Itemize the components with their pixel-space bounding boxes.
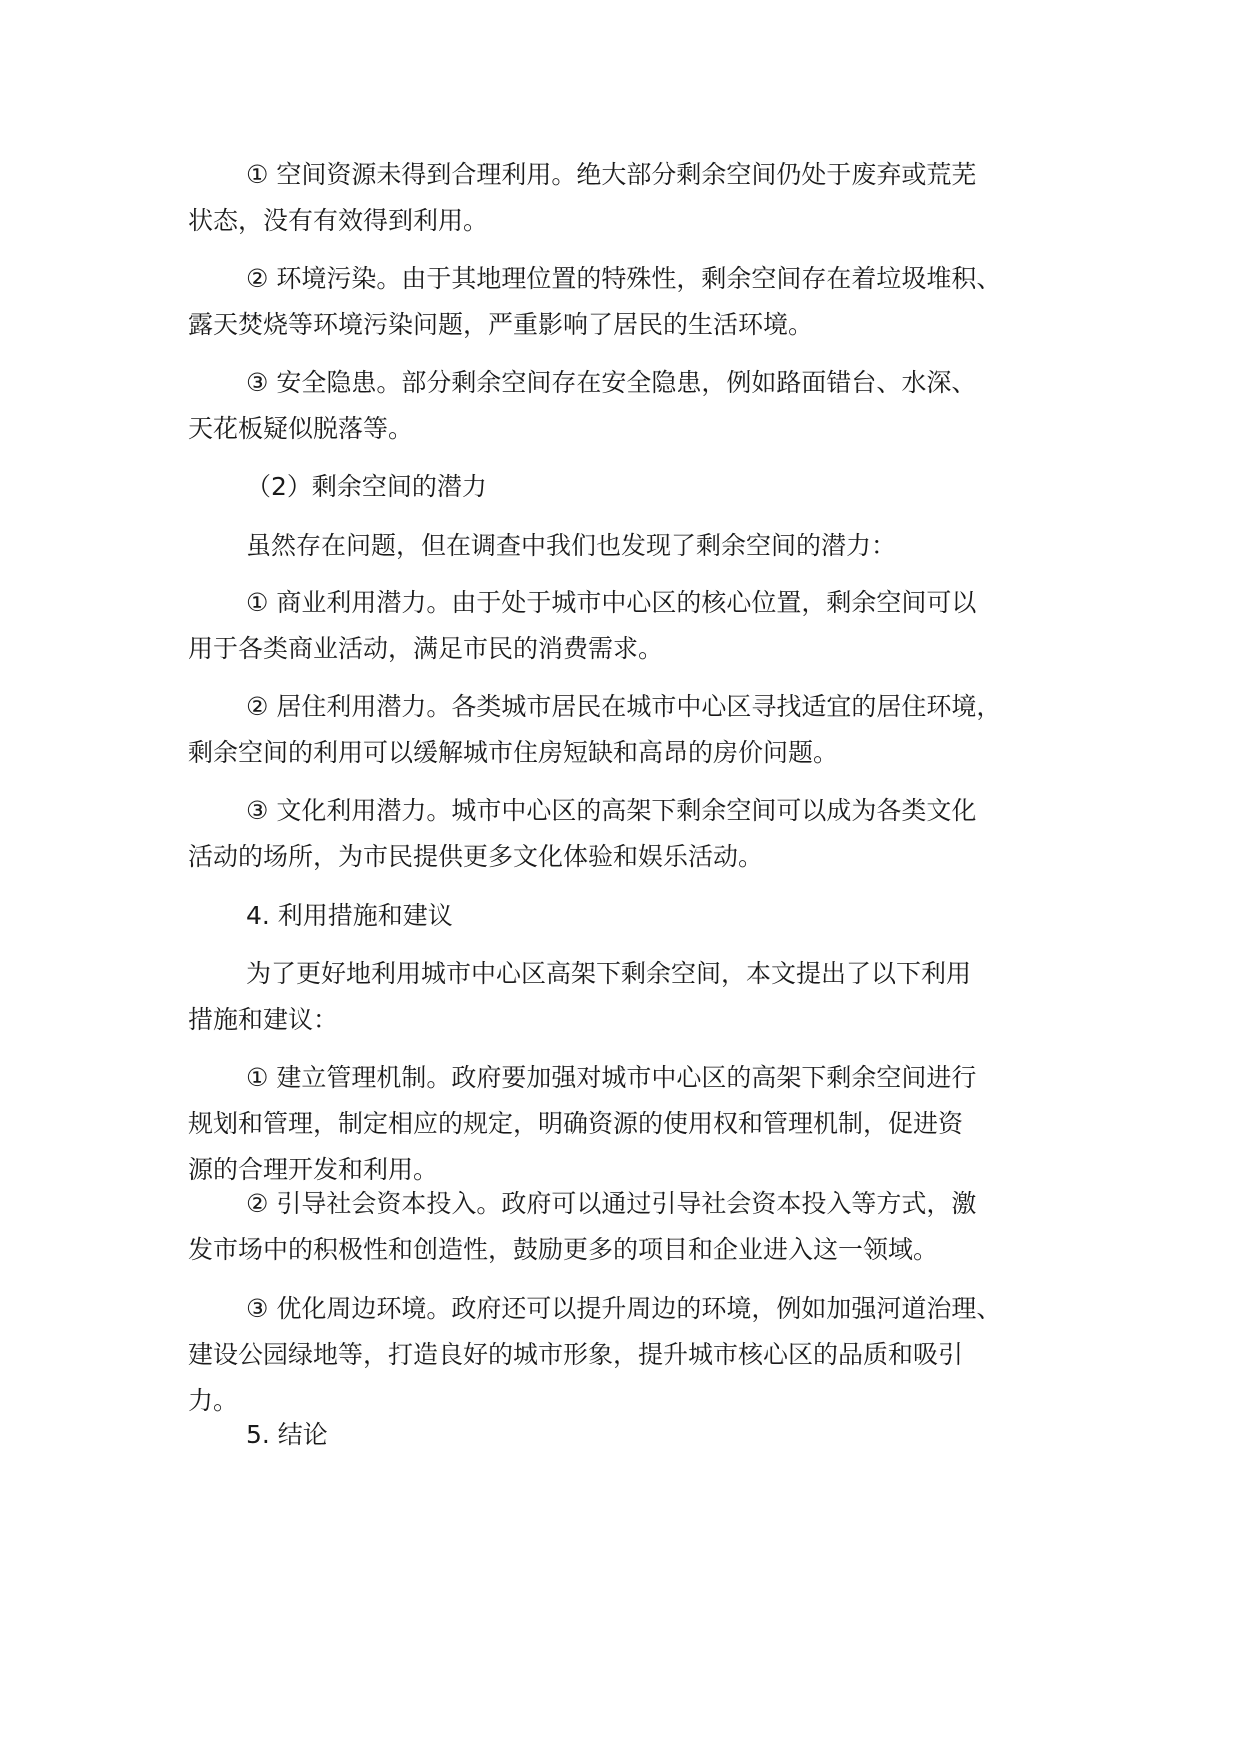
paragraph-line: 天花板疑似脱落等。 bbox=[188, 414, 414, 443]
paragraph-line: ① 空间资源未得到合理利用。绝大部分剩余空间仍处于废弃或荒芜 bbox=[246, 160, 977, 189]
paragraph-line: 状态，没有有效得到利用。 bbox=[188, 206, 489, 235]
paragraph-line: 力。 bbox=[188, 1386, 239, 1415]
paragraph-measure-2 bbox=[188, 1181, 1088, 1273]
paragraph-measures-intro bbox=[188, 951, 1088, 1043]
paragraph-line: （2）剩余空间的潜力 bbox=[246, 472, 487, 501]
paragraph-potential-1 bbox=[188, 580, 1088, 672]
section-heading-conclusion bbox=[188, 1412, 1088, 1458]
paragraph-line: 为了更好地利用城市中心区高架下剩余空间，本文提出了以下利用 bbox=[246, 959, 972, 988]
paragraph-problem-1 bbox=[188, 152, 1088, 244]
paragraph-line: ② 居住利用潜力。各类城市居民在城市中心区寻找适宜的居住环境， bbox=[246, 692, 1002, 721]
paragraph-line: 建设公园绿地等，打造良好的城市形象，提升城市核心区的品质和吸引 bbox=[188, 1340, 964, 1369]
paragraph-measure-1 bbox=[188, 1055, 1088, 1193]
section-heading-measures bbox=[188, 893, 1088, 939]
paragraph-line: 露天焚烧等环境污染问题，严重影响了居民的生活环境。 bbox=[188, 310, 814, 339]
paragraph-line: 规划和管理，制定相应的规定，明确资源的使用权和管理机制，促进资 bbox=[188, 1109, 964, 1138]
paragraph-line: ① 商业利用潜力。由于处于城市中心区的核心位置，剩余空间可以 bbox=[246, 588, 977, 617]
paragraph-line: ③ 安全隐患。部分剩余空间存在安全隐患，例如路面错台、水深、 bbox=[246, 368, 977, 397]
paragraph-line: 措施和建议： bbox=[188, 1005, 339, 1034]
paragraph-problem-2 bbox=[188, 256, 1088, 348]
paragraph-line: 用于各类商业活动，满足市民的消费需求。 bbox=[188, 634, 664, 663]
paragraph-line: 虽然存在问题，但在调查中我们也发现了剩余空间的潜力： bbox=[246, 531, 897, 560]
paragraph-potential-intro bbox=[188, 523, 1088, 569]
paragraph-line: ② 引导社会资本投入。政府可以通过引导社会资本投入等方式，激 bbox=[246, 1189, 977, 1218]
paragraph-line: 源的合理开发和利用。 bbox=[188, 1155, 439, 1184]
paragraph-potential-2 bbox=[188, 684, 1088, 776]
paragraph-measure-3 bbox=[188, 1286, 1088, 1424]
paragraph-line: ③ 优化周边环境。政府还可以提升周边的环境，例如加强河道治理、 bbox=[246, 1294, 1002, 1323]
paragraph-line: 5. 结论 bbox=[246, 1420, 328, 1449]
paragraph-line: 活动的场所，为市民提供更多文化体验和娱乐活动。 bbox=[188, 842, 764, 871]
paragraph-line: 剩余空间的利用可以缓解城市住房短缺和高昂的房价问题。 bbox=[188, 738, 839, 767]
paragraph-line: ① 建立管理机制。政府要加强对城市中心区的高架下剩余空间进行 bbox=[246, 1063, 977, 1092]
paragraph-line: ③ 文化利用潜力。城市中心区的高架下剩余空间可以成为各类文化 bbox=[246, 796, 977, 825]
paragraph-line: 4. 利用措施和建议 bbox=[246, 901, 453, 930]
paragraph-line: ② 环境污染。由于其地理位置的特殊性，剩余空间存在着垃圾堆积、 bbox=[246, 264, 1002, 293]
paragraph-line: 发市场中的积极性和创造性，鼓励更多的项目和企业进入这一领域。 bbox=[188, 1235, 939, 1264]
paragraph-potential-3 bbox=[188, 788, 1088, 880]
paragraph-problem-3 bbox=[188, 360, 1088, 452]
section-heading-potential bbox=[188, 464, 1088, 510]
